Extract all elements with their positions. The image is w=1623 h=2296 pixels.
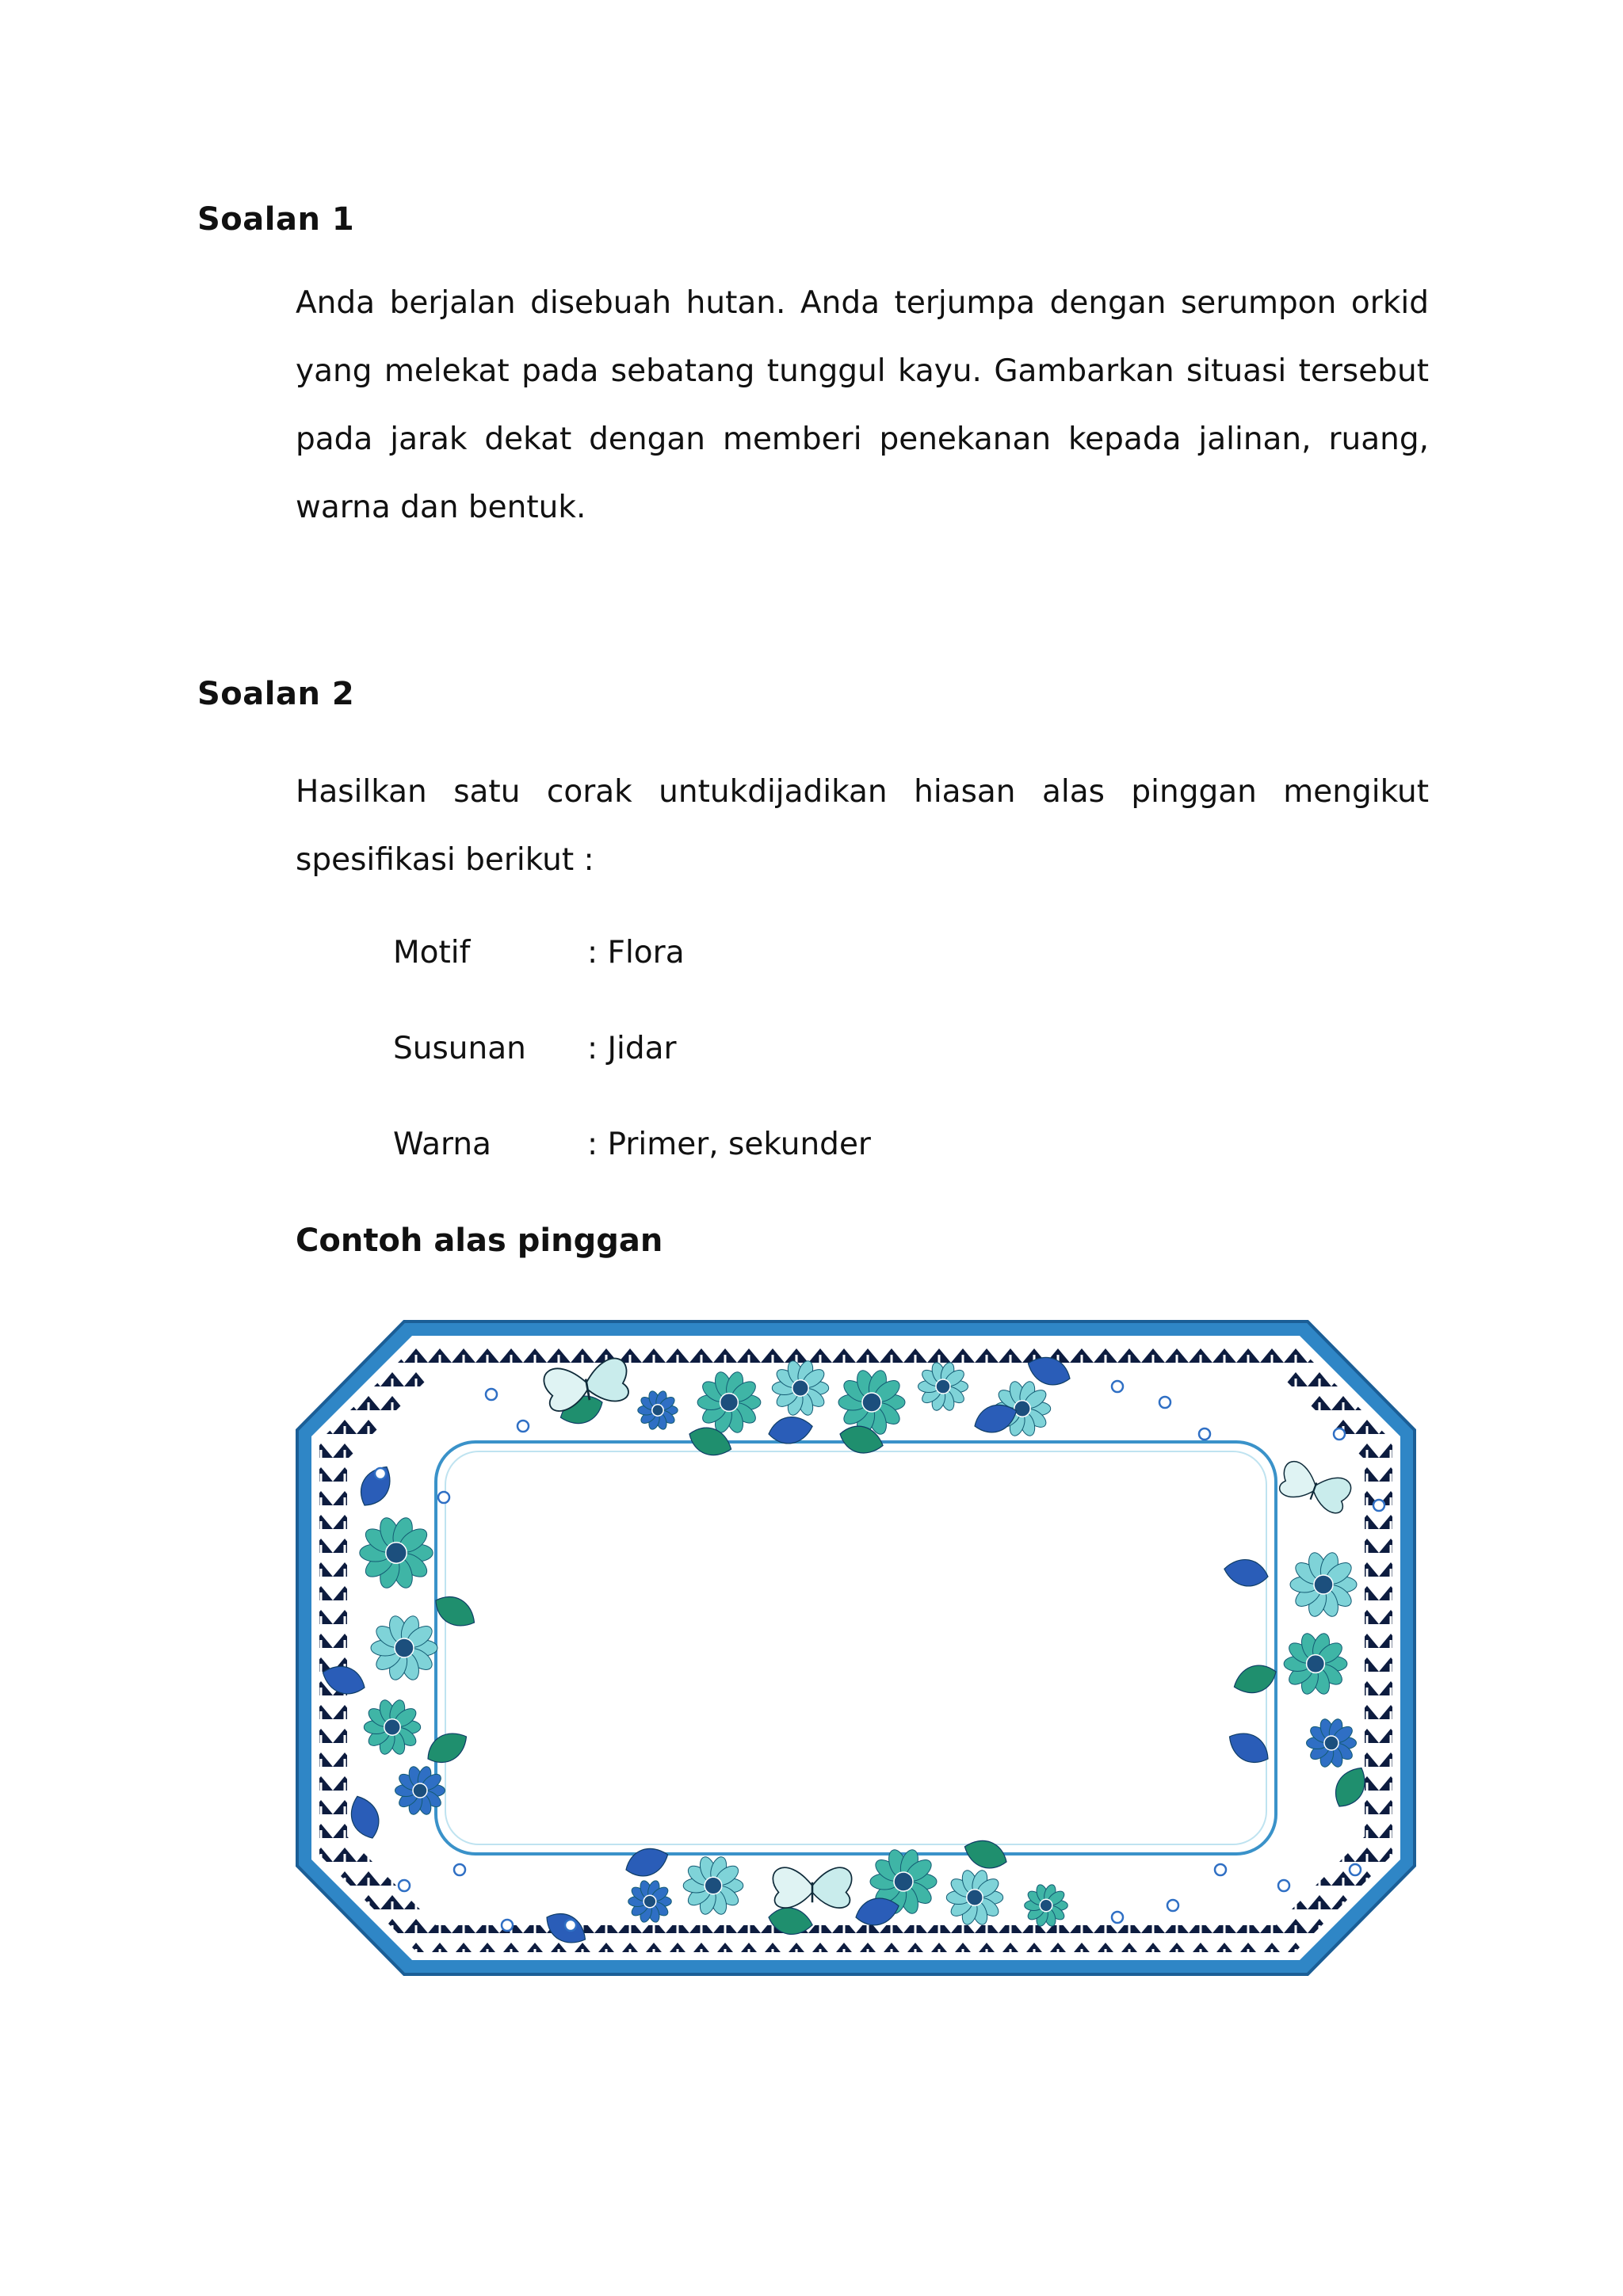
plate-svg <box>285 1315 1426 1981</box>
bud <box>1112 1912 1123 1923</box>
flower-center <box>720 1394 739 1412</box>
flower-center <box>936 1379 950 1394</box>
bud <box>1278 1880 1289 1891</box>
spec-label: Susunan <box>393 1031 526 1066</box>
bud <box>1199 1428 1210 1440</box>
spec-value: : Flora <box>587 935 685 971</box>
question-2-title: Soalan 2 <box>197 676 355 712</box>
bud <box>486 1389 497 1400</box>
flower-center <box>1014 1401 1030 1417</box>
flower-center <box>413 1783 427 1798</box>
flower-center <box>705 1877 722 1894</box>
bud <box>454 1864 465 1875</box>
spec-value: : Primer, sekunder <box>587 1127 871 1162</box>
spec-label: Motif <box>393 935 471 971</box>
decorative-plate-illustration <box>285 1315 1426 1981</box>
bud <box>1215 1864 1226 1875</box>
flower-center <box>643 1895 656 1908</box>
flower-center <box>1324 1736 1338 1750</box>
bud <box>517 1421 529 1432</box>
bud <box>1373 1500 1384 1511</box>
flower-center <box>384 1719 400 1735</box>
question-1-title: Soalan 1 <box>197 201 355 238</box>
flower-center <box>862 1393 881 1412</box>
bud <box>1159 1397 1170 1408</box>
bud <box>1167 1900 1178 1911</box>
bud <box>399 1880 410 1891</box>
flower-center <box>652 1405 663 1416</box>
flower-center <box>1314 1575 1333 1594</box>
spec-label: Warna <box>393 1127 491 1162</box>
bud <box>1350 1864 1361 1875</box>
flower-center <box>894 1872 913 1891</box>
bud <box>438 1492 449 1503</box>
question-2-text: Hasilkan satu corak untukdijadikan hiasan alas pinggan mengikut spesifikasi berikut : <box>296 774 1429 878</box>
flower-center <box>1040 1899 1052 1912</box>
flower-center <box>792 1380 808 1396</box>
bud <box>375 1468 386 1479</box>
flower-center <box>1307 1655 1325 1673</box>
flower-center <box>386 1543 407 1563</box>
bud <box>1112 1381 1123 1392</box>
example-plate-title: Contoh alas pinggan <box>296 1222 663 1259</box>
flower-center <box>967 1890 983 1905</box>
question-1-text: Anda berjalan disebuah hutan. Anda terjumpa dengan serumpon orkid yang melekat pada sebatang tunggul kayu. Gambarkan situasi tersebut pada jarak dekat dengan memberi penekanan kepada jalinan, ruang, warna dan bentuk. <box>296 285 1429 525</box>
spec-value: : Jidar <box>587 1031 677 1066</box>
bud <box>1334 1428 1345 1440</box>
bud <box>502 1920 513 1931</box>
bud <box>565 1920 576 1931</box>
flower-center <box>395 1638 414 1657</box>
